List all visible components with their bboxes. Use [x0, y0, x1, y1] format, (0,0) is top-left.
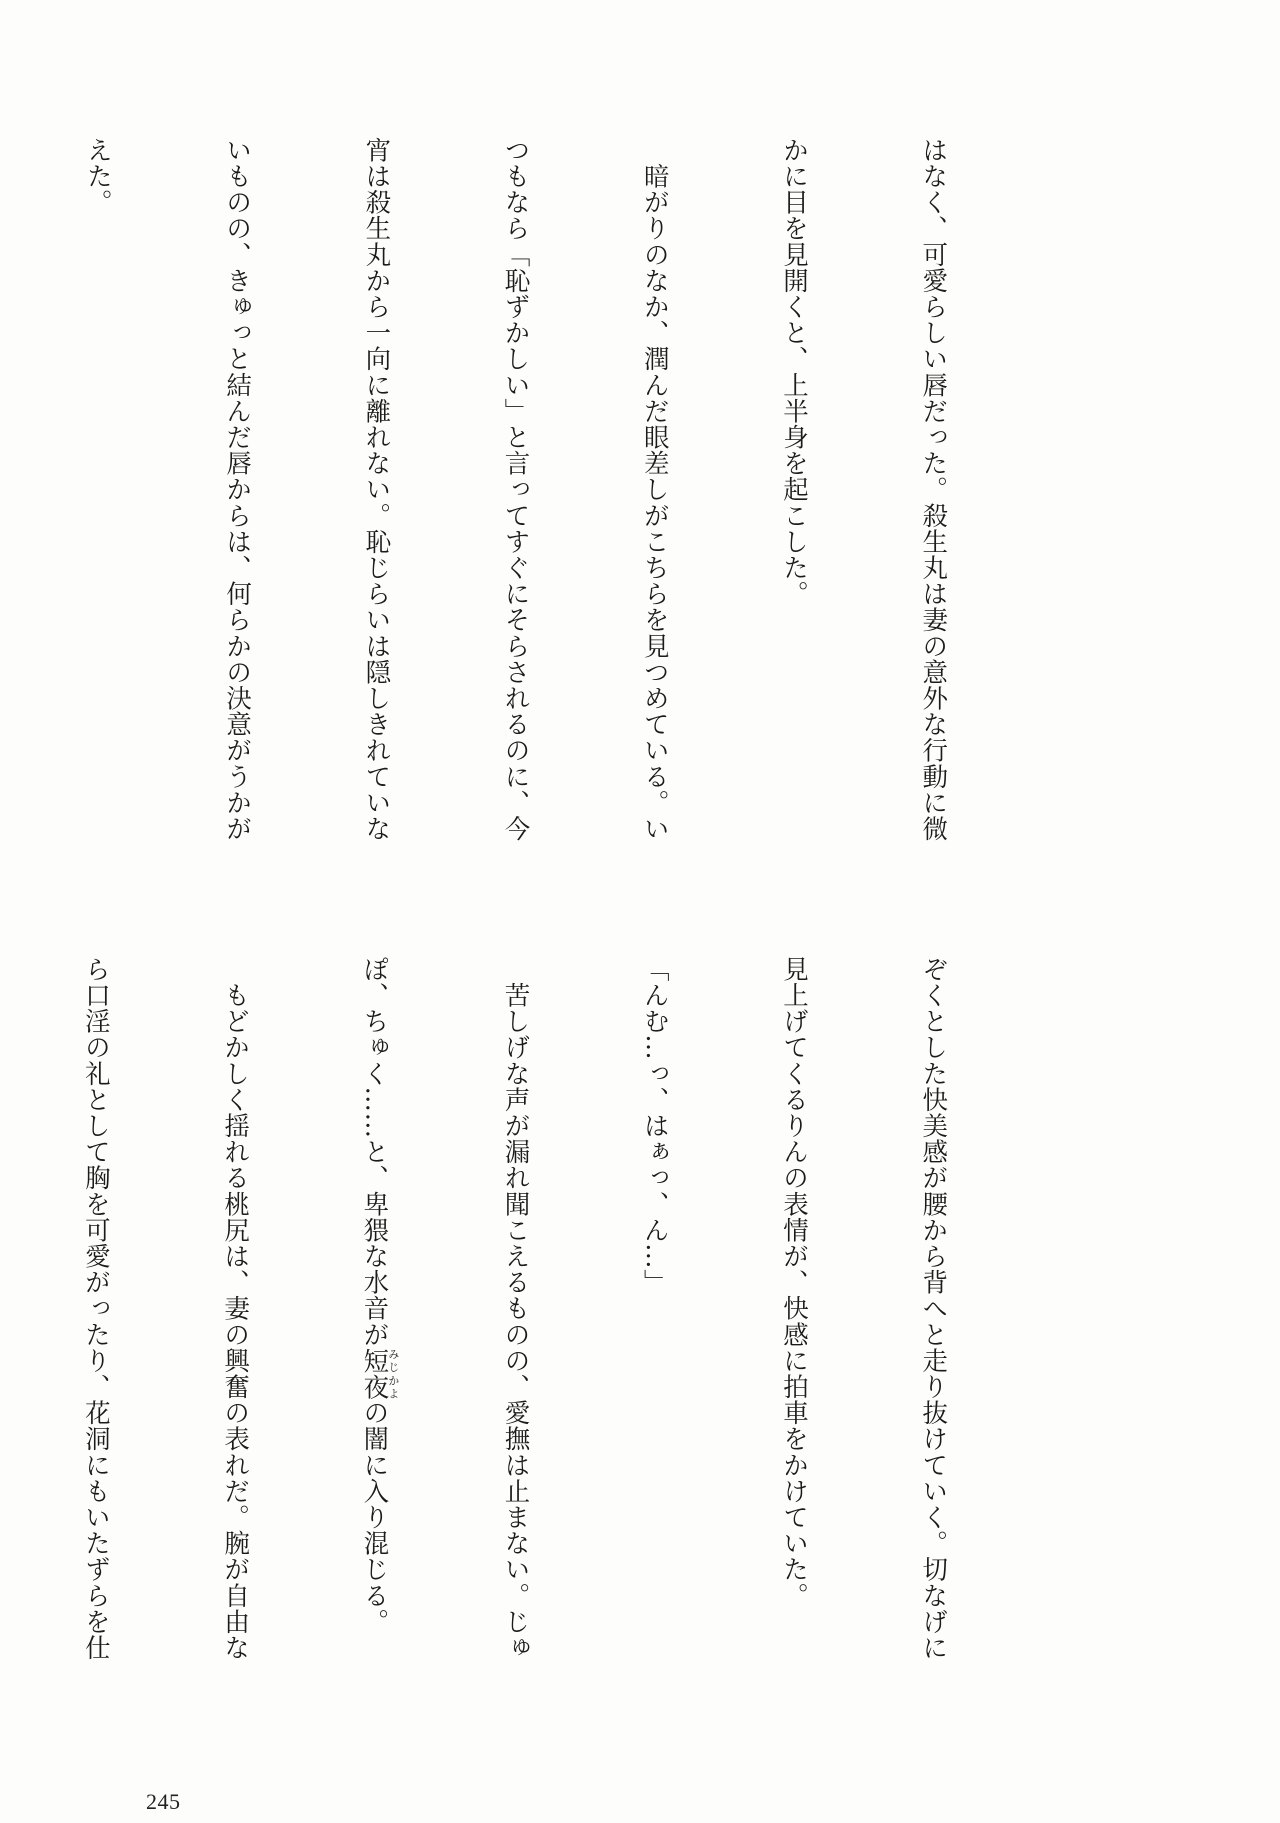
ruby-reading: みじかよ [386, 1347, 400, 1400]
text-line: はなく、可愛らしい唇だった。殺生丸は妻の意外な行動に微 [918, 137, 949, 842]
text-line: えた。 [82, 137, 113, 216]
text-block-upper [0, 137, 1049, 897]
text-line: ぞくとした快美感が腰から背へと走り抜けていく。切なげに [918, 956, 949, 1661]
ruby-annotation [359, 1347, 400, 1400]
text-line-with-ruby [351, 956, 399, 1716]
text-segment: の闇に入り混じる。 [359, 1399, 390, 1635]
page-number: 245 [146, 1789, 181, 1814]
text-line: ら口淫の礼として胸を可愛がったり、花洞にもいたずらを仕 [80, 956, 111, 1661]
text-line: かに目を見開くと、上半身を起こした。 [778, 137, 809, 607]
text-segment: ぽ、ちゅく……と、卑猥な水音が [359, 956, 390, 1348]
ruby-base: 短夜 [359, 1347, 390, 1400]
text-line: 苦しげな声が漏れ聞こえるものの、愛撫は止まない。じゅ [500, 956, 531, 1661]
text-block-lower [0, 956, 1049, 1716]
text-line: 暗がりのなか、潤んだ眼差しがこちらを見つめている。い [639, 137, 670, 842]
text-line: 見上げてくるりんの表情が、快感に拍車をかけていた。 [778, 956, 809, 1609]
text-line: 「んむ…っ、はぁっ、ん…」 [639, 956, 670, 1296]
text-line: もどかしく揺れる桃尻は、妻の興奮の表れだ。腕が自由な [220, 956, 251, 1661]
text-line: つもなら「恥ずかしい」と言ってすぐにそらされるのに、今 [500, 137, 531, 842]
text-line: 宵は殺生丸から一向に離れない。恥じらいは隠しきれていな [361, 137, 392, 842]
text-line: いものの、きゅっと結んだ唇からは、何らかの決意がうかが [222, 137, 253, 842]
